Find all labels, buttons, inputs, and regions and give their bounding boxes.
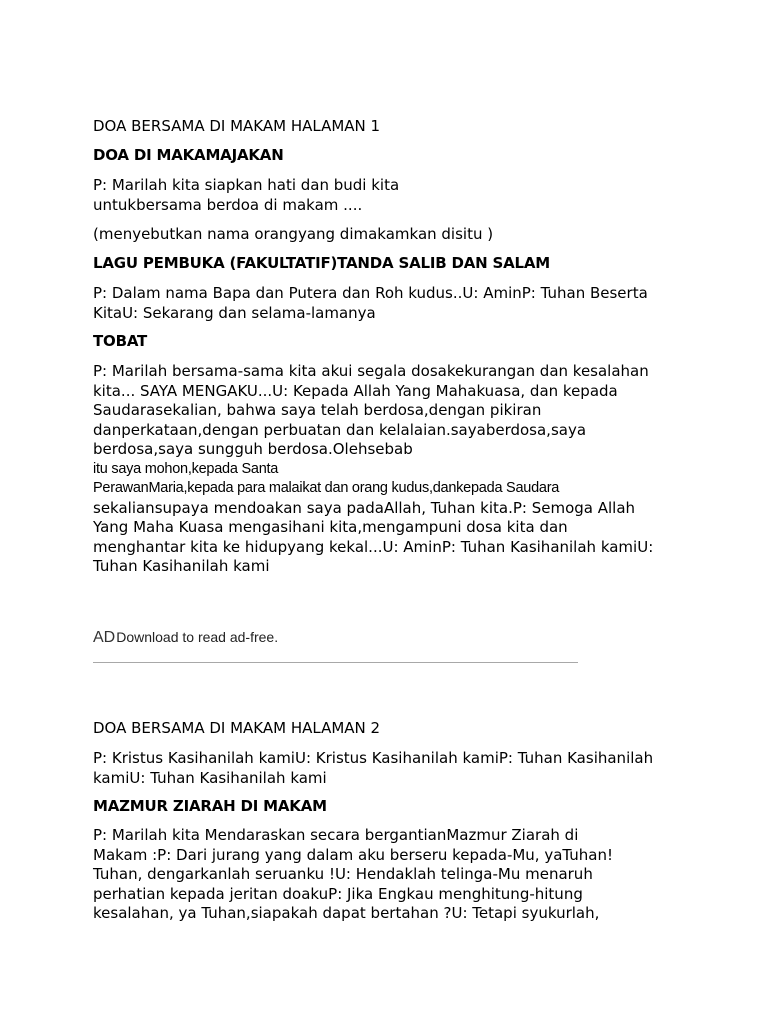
prayer-title: DOA DI MAKAMAJAKAN bbox=[93, 146, 284, 164]
page-divider bbox=[93, 662, 578, 663]
section-heading-mazmur: MAZMUR ZIARAH DI MAKAM bbox=[93, 797, 327, 815]
opening-paragraph: P: Dalam nama Bapa dan Putera dan Roh kudus..U: AminP: Tuhan Beserta KitaU: Sekarang dan selama-lamanya bbox=[93, 284, 648, 322]
intro-paragraph: P: Marilah kita siapkan hati dan budi kita untukbersama berdoa di makam .... bbox=[93, 176, 400, 214]
section-heading-tobat: TOBAT bbox=[93, 332, 148, 350]
kyrie-paragraph: P: Kristus Kasihanilah kamiU: Kristus Kasihanilah kamiP: Tuhan Kasihanilah kamiU: Tuhan Kasihanilah kami bbox=[93, 749, 654, 787]
download-ad-free-link[interactable]: Download to read ad-free. bbox=[116, 629, 279, 645]
section-heading-opening: LAGU PEMBUKA (FAKULTATIF)TANDA SALIB DAN SALAM bbox=[93, 254, 551, 272]
page-header: DOA BERSAMA DI MAKAM HALAMAN 1 bbox=[93, 117, 381, 135]
tobat-paragraph: P: Marilah bersama-sama kita akui segala dosakekurangan dan kesalahan kita... SAYA MENGAKU...U: Kepada Allah Yang Mahakuasa, dan kepada Saudarasekalian, bahwa saya telah berdosa,dengan pikiran danperkataan,dengan perbuatan dan kelalaian.sayaberdosa,saya berdosa,saya sungguh berdosa.Olehsebab itu saya mohon,kepada Santa PerawanMaria,kepada para malaikat dan orang kudus,dankepada Saudara sekaliansupaya mendoakan saya padaAllah, Tuhan kita.P: Semoga Allah Yang Maha Kuasa mengasihani kita,mengampuni dosa kita dan menghantar kita ke hidupyang kekal...U: AminP: Tuhan Kasihanilah kamiU: Tuhan Kasihanilah kami bbox=[93, 362, 654, 575]
ad-tag: AD bbox=[93, 629, 116, 646]
page-header-2: DOA BERSAMA DI MAKAM HALAMAN 2 bbox=[93, 719, 381, 737]
mazmur-paragraph: P: Marilah kita Mendaraskan secara bergantianMazmur Ziarah di Makam :P: Dari jurang yang dalam aku berseru kepada-Mu, yaTuhan! Tuhan, dengarkanlah seruanku !U: Hendaklah telinga-Mu menaruh perhatian kepada jeritan doakuP: Jika Engkau menghitung-hitung kesalahan, ya Tuhan,siapakah dapat bertahan ?U: Tetapi syukurlah, bbox=[93, 826, 614, 922]
note-paragraph: (menyebutkan nama orangyang dimakamkan disitu ) bbox=[93, 225, 494, 243]
ad-banner bbox=[93, 629, 278, 647]
